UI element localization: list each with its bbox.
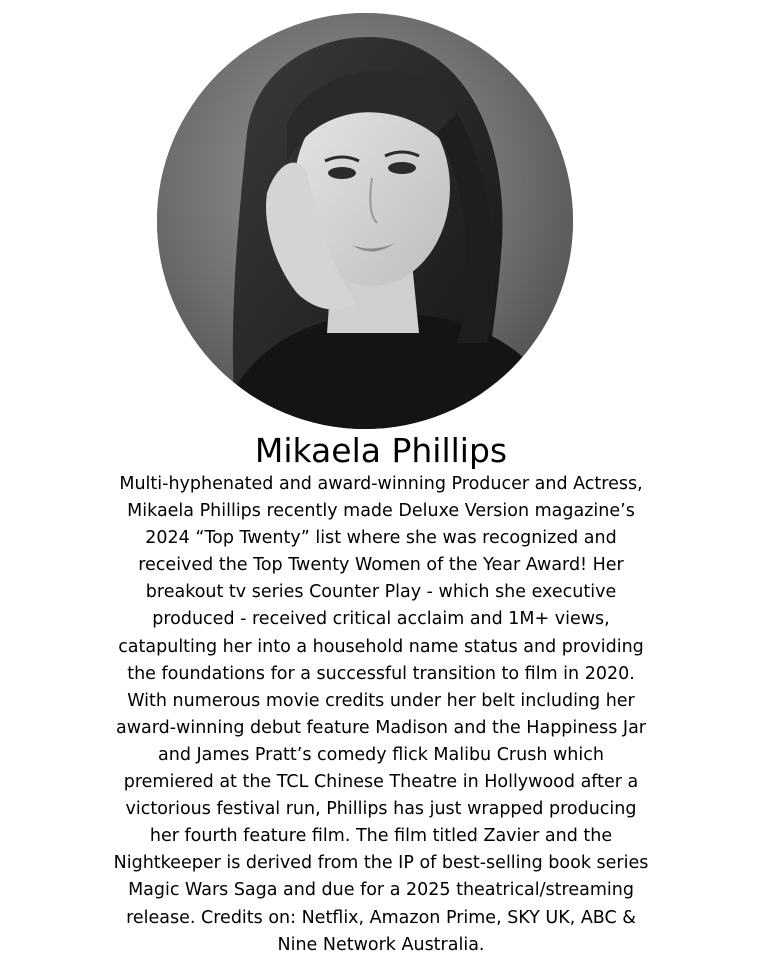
bio-line: Mikaela Phillips recently made Deluxe Version magazine’s (127, 501, 635, 522)
bio-line: 2024 “Top Twenty” list where she was recognized and (145, 528, 617, 549)
bio-line: victorious festival run, Phillips has just wrapped producing (125, 799, 637, 820)
person-name: Mikaela Phillips (254, 431, 508, 470)
bio-line: her fourth feature film. The film titled Zavier and the (149, 826, 613, 847)
bio-line: Multi-hyphenated and award-winning Producer and Actress, (119, 474, 643, 494)
bio-text (66, 471, 696, 959)
bio-line: breakout tv series Counter Play - which she executive (145, 582, 617, 603)
bio-line: catapulting her into a household name status and providing (118, 636, 644, 657)
bio-line: Nine Network Australia. (277, 934, 485, 955)
bio-line: produced - received critical acclaim and 1M+ views, (152, 609, 610, 630)
bio-line: release. Credits on: Netflix, Amazon Prime, SKY UK, ABC & (126, 907, 636, 928)
profile-photo (157, 13, 573, 429)
bio-line: premiered at the TCL Chinese Theatre in Hollywood after a (123, 772, 639, 793)
bio-line: award-winning debut feature Madison and the Happiness Jar (115, 717, 647, 738)
bio-line: and James Pratt’s comedy flick Malibu Crush which (158, 744, 604, 765)
bio-line: Magic Wars Saga and due for a 2025 theatrical/streaming (128, 880, 634, 901)
bio-line: received the Top Twenty Women of the Year Award! Her (138, 555, 624, 576)
bio-line: With numerous movie credits under her belt including her (127, 690, 635, 711)
bio-line: Nightkeeper is derived from the IP of best-selling book series (113, 853, 649, 874)
portrait-photo (157, 13, 573, 429)
bio-line: the foundations for a successful transition to film in 2020. (127, 663, 635, 684)
